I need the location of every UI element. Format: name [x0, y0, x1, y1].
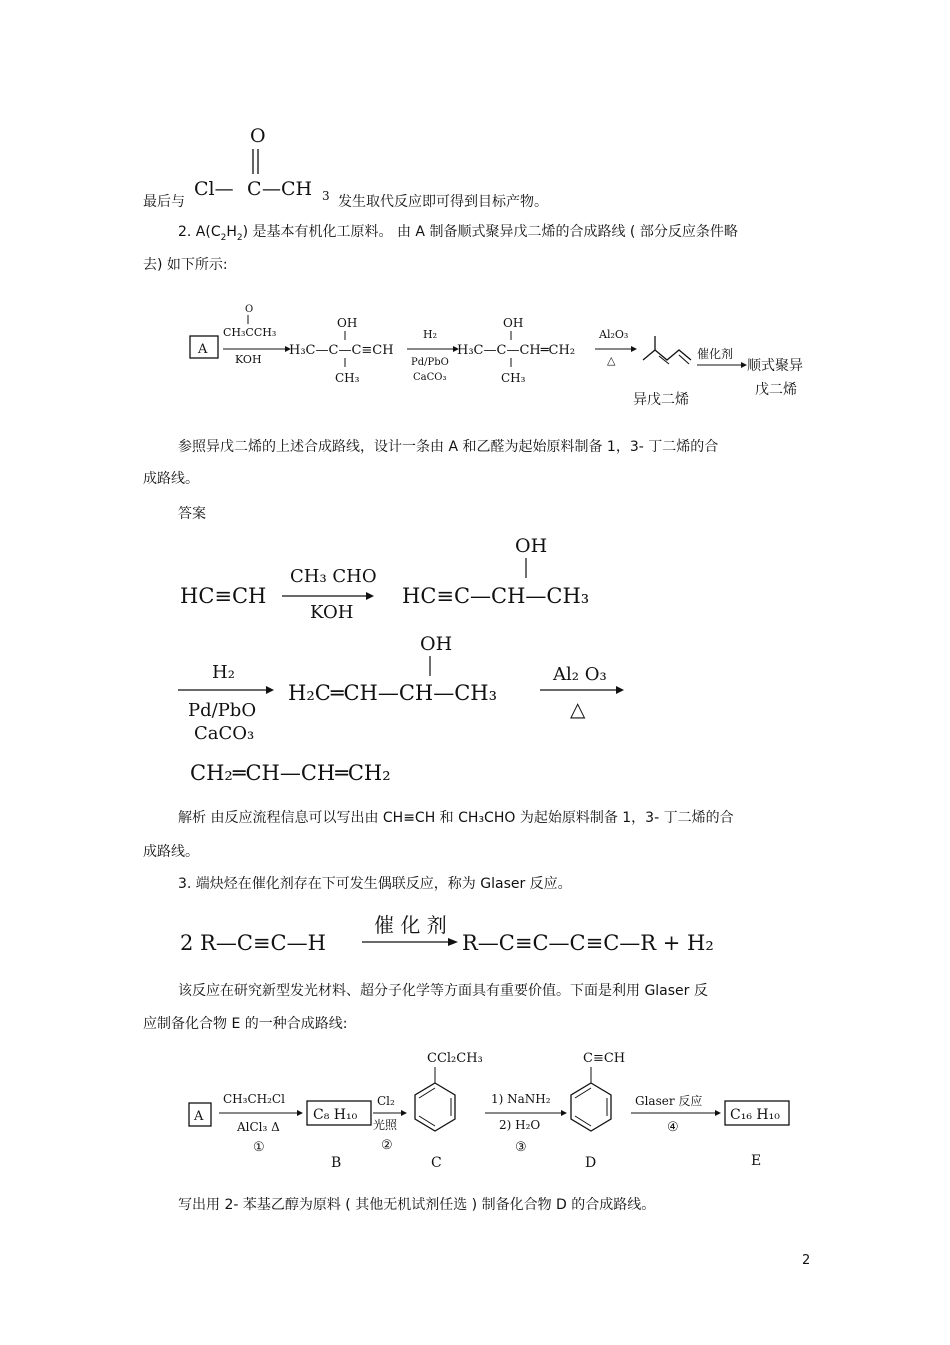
q2-oh1: OH: [337, 316, 358, 330]
q3-r4: Glaser 反应: [635, 1094, 703, 1108]
q2-delta: △: [607, 354, 616, 367]
q3-n1: ①: [253, 1140, 265, 1155]
isoprene-synthesis-scheme: [185, 298, 825, 413]
q2-h2: H₂: [423, 328, 438, 341]
q2-product-l2: 戊二烯: [755, 382, 797, 398]
intro-lead: 最后与: [143, 194, 185, 210]
acyl-o: O: [250, 125, 266, 147]
q3-c3: 2) H₂O: [499, 1118, 541, 1132]
glaser-catalyst: 催 化 剂: [374, 913, 447, 937]
q3-c2: 光照: [373, 1118, 398, 1132]
ans-h2: H₂: [212, 662, 235, 683]
q3-n3: ③: [515, 1140, 527, 1155]
q2-line1: 2. $A(C_2H_2)$ 是基本有机化工原料。 由 A 制备顺式聚异戊二烯的合成路线 ( 部分反应条件略: [178, 224, 738, 243]
ans-ch3cho: CH₃ CHO: [290, 566, 377, 587]
acyl-c: C: [247, 178, 262, 200]
ans-koh: KOH: [310, 602, 354, 623]
q2-isoprene-label: 异戊二烯: [633, 392, 689, 408]
q3-c1: AlCl₃ Δ: [237, 1120, 280, 1134]
ans-hcch: HC≡CH: [180, 584, 267, 608]
ans-al2o3: Al₂ O₃: [553, 664, 607, 685]
q3-d-sub: C≡CH: [583, 1051, 626, 1066]
q2-task-line1: 参照异戊二烯的上述合成路线，设计一条由 A 和乙醛为起始原料制备 1，3- 丁二烯的合: [178, 439, 719, 455]
ans-oh1: OH: [515, 535, 548, 557]
q3-r2: Cl₂: [377, 1094, 395, 1108]
glaser-right: R—C≡C—C≡C—R + H₂: [462, 931, 714, 955]
q3-label-b: B: [331, 1155, 342, 1171]
q2-al2o3: Al₂O₃: [599, 328, 629, 341]
q3-task: 写出用 2- 苯基乙醇为原料 ( 其他无机试剂任选 ) 制备化合物 D 的合成路线。: [178, 1197, 656, 1213]
q3-r3: 1) NaNH₂: [491, 1092, 551, 1106]
q3-r1: CH₃CH₂Cl: [223, 1092, 285, 1106]
glaser-equation: [178, 908, 778, 963]
q3-line3: 应制备化合物 E 的一种合成路线:: [143, 1016, 348, 1032]
glaser-left: 2 R—C≡C—H: [180, 931, 326, 955]
acyl-chloride-structure: [190, 122, 340, 202]
q3-n2: ②: [381, 1138, 393, 1153]
q2-reagent-o: O: [245, 304, 254, 315]
acyl-cl: Cl—: [194, 178, 234, 200]
acyl-sub: 3: [322, 189, 330, 202]
ans-pd: Pd/PbO: [188, 700, 257, 721]
q2-product-l1: 顺式聚异: [747, 358, 803, 374]
q2-koh: KOH: [235, 353, 262, 366]
q3-label-d: D: [585, 1155, 597, 1171]
answer-scheme: [170, 530, 650, 795]
q2-oh2: OH: [503, 316, 524, 330]
q3-n4: ④: [667, 1120, 679, 1135]
q3-box-b: C₈ H₁₀: [313, 1107, 358, 1123]
glaser-synthesis-scheme: [185, 1043, 805, 1178]
ans-caco3: CaCO₃: [194, 723, 255, 744]
ans-prod2: H₂C═CH—CH—CH₃: [288, 681, 498, 705]
q2-line2: 去) 如下所示:: [143, 257, 228, 273]
ans-oh2: OH: [420, 633, 453, 655]
analysis-line1: 解析 由反应流程信息可以写出由 CH≡CH 和 CH₃CHO 为起始原料制备 1，3- 丁二烯的合: [178, 810, 734, 826]
q2-pd: Pd/PbO: [411, 357, 449, 368]
intro-tail: 发生取代反应即可得到目标产物。: [338, 194, 548, 210]
q3-line2: 该反应在研究新型发光材料、超分子化学等方面具有重要价值。下面是利用 Glaser 反: [178, 983, 708, 999]
page-number: 2: [802, 1253, 811, 1268]
q2-catalyst: 催化剂: [697, 347, 734, 361]
ans-final: CH₂═CH—CH═CH₂: [190, 761, 391, 785]
q3-label-e: E: [751, 1153, 762, 1169]
q2-box-a: A: [198, 342, 208, 357]
q3-c-sub: CCl₂CH₃: [427, 1051, 483, 1066]
q2-prod1: H₃C—C—C≡CH: [289, 343, 394, 358]
acyl-ch3: —CH: [262, 178, 313, 200]
analysis-line2: 成路线。: [143, 844, 199, 860]
q3-box-a: A: [194, 1109, 204, 1124]
ans-delta: △: [570, 697, 586, 721]
q2-prod2: H₃C—C—CH═CH₂: [457, 343, 576, 358]
q3-label-c: C: [431, 1155, 442, 1171]
q2-reagent: CH₃CCH₃: [223, 326, 277, 339]
q2-caco3: CaCO₃: [413, 372, 447, 383]
q2-task-line2: 成路线。: [143, 471, 199, 487]
q2-ch3-1: CH₃: [335, 371, 360, 385]
q3-line1: 3. 端炔烃在催化剂存在下可发生偶联反应，称为 Glaser 反应。: [178, 876, 572, 892]
q3-box-e: C₁₆ H₁₀: [730, 1107, 780, 1123]
ans-prod1: HC≡C—CH—CH₃: [402, 584, 590, 608]
q2-ch3-2: CH₃: [501, 371, 526, 385]
answer-label: 答案: [178, 506, 206, 522]
